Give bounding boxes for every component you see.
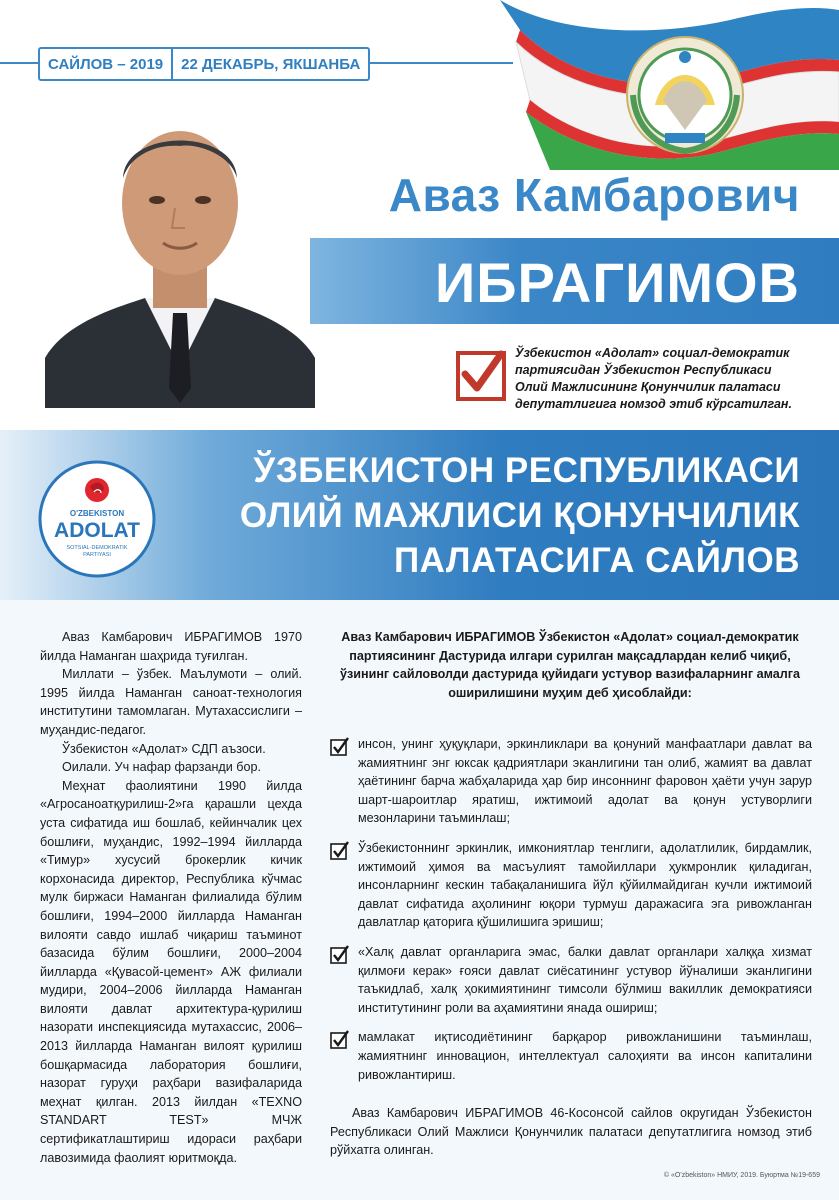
logo-sub2-text: PARTIYASI <box>83 552 111 558</box>
program-item <box>330 1028 812 1084</box>
election-date-box <box>38 47 370 81</box>
imprint: © «O'zbekiston» НМИУ, 2019. Буюртма №19-659 <box>663 1172 820 1179</box>
check-icon <box>330 737 350 757</box>
program-item-text: инсон, унинг ҳуқуқлари, эркинликлари ва қонуний манфаатлари давлат ва жамиятнинг энг юксак қадриятлари эканлигини тан олиб, жамият ва давлат ҳаётининг барча жабҳаларида ҳар бир инсоннинг фаровон ҳаёти учун зарур шарт-шароитлар яратиш, ижтимоий адолат ва қонун устуворлиги мезонларини таъминлаш; <box>358 737 812 826</box>
election-date: 22 ДЕКАБРЬ, ЯКШАНБА <box>181 55 361 73</box>
election-title-line1: ЎЗБЕКИСТОН РЕСПУБЛИКАСИ <box>253 451 800 490</box>
election-title-line2: ОЛИЙ МАЖЛИСИ ҚОНУНЧИЛИК <box>239 496 800 535</box>
candidate-portrait <box>45 108 315 408</box>
bio-paragraph: Миллати – ўзбек. Маълумоти – олий. 1995 йилда Наманган саноат-технология институтини тамомлаган. Мутахассислиги – муҳандис-педагог. <box>40 667 302 737</box>
party-logo <box>38 460 156 578</box>
program-list <box>330 735 812 1095</box>
checkbox-icon <box>455 350 507 402</box>
program-item <box>330 839 812 932</box>
program-item-text: «Халқ давлат органларига эмас, балки давлат органлари халққа хизмат қилмоғи керак» ғояси давлат сиёсатининг устувор йўналиши эканлигини таъкидлаб, халқ ҳокимиятининг тимсоли бўлмиш вакиллик демократияси институтининг роли ва аҳамиятини янада ошириш; <box>358 944 812 1015</box>
check-icon <box>330 945 350 965</box>
program-item-text: мамлакат иқтисодиётининг барқарор ривожланишини таъминлаш, жамиятнинг инновацион, интеллектуал салоҳияти ва инсон капиталини ривожлантириш. <box>358 1030 812 1082</box>
bio-paragraph: Аваз Камбарович ИБРАГИМОВ 1970 йилда Наманган шаҳрида туғилган. <box>40 630 302 663</box>
bio-paragraph: Ўзбекистон «Адолат» СДП аъзоси. <box>62 741 266 756</box>
program-item <box>330 943 812 1017</box>
election-title-line3: ПАЛАТАСИГА САЙЛОВ <box>394 541 800 580</box>
program-footer: Аваз Камбарович ИБРАГИМОВ 46-Косонсой сайлов округидан Ўзбекистон Республикаси Олий Мажлиси Қонунчилик палатаси депутатлигига номзод этиб рўйхатга олинган. <box>330 1106 812 1158</box>
logo-name-text: ADOLAT <box>54 519 140 542</box>
flag-emblem-graphic <box>490 0 839 170</box>
rose-icon <box>85 478 109 502</box>
biography-column <box>40 628 302 1167</box>
check-icon <box>330 841 350 861</box>
logo-sub1-text: SOTSIAL-DEMOKRATIK <box>66 545 128 551</box>
candidate-last-name: ИБРАГИМОВ <box>434 251 800 314</box>
bio-paragraph: Меҳнат фаолиятини 1990 йилда «Агросаноатқурилиш-2»га қарашли цехда уста сифатида иш бошлаб, кейинчалик цех бошлиғи, муҳандис, 1992–1994 йилларда «Тимур» хусусий брокерлик кичик корхонасида директор, Республика кўчмас мулк биржаси Наманган филиалида бўлим бошлиғи, 1994–2000 йилларда Наманган вилояти савдо ишлаб чиқариш таъминот базасида бўлим бошлиғи, 2000–2004 йилларда «Қувасой-цемент» АЖ филиали мудири, 2004–2006 йилларда Наманган вилояти давлат архитектура-қурилиш назорати инспекциясида мутахассис, 2006–2013 йилларда Наманган вилоят қурилиш бошқармасида лаборатория бошлиғи, назорат гуруҳи раҳбари вазифаларида меҳнат қилган. 2013 йилдан «TEXNO STANDART TEST» МЧЖ сертификатлаштириш идораси раҳбари лавозимида фаолият юритмоқда. <box>40 778 302 1165</box>
program-heading: Аваз Камбарович ИБРАГИМОВ Ўзбекистон «Адолат» социал-демократик партиясининг Дастурида илгари сурилган мақсадлардан келиб чиқиб, ўзининг сайловолди дастурида қуйидаги устувор вазифаларнинг амалга оширилишини муҳим деб ҳисоблайди: <box>339 630 801 700</box>
candidate-first-names: Аваз Камбарович <box>388 169 800 221</box>
program-item-text: Ўзбекистоннинг эркинлик, имкониятлар тенглиги, адолатлилик, бирдамлик, ижтимоий ҳимоя ва масъулият тамойиллари ҳукмронлик қиладиган, инсонларнинг кескин табақаланишига йўл қўйилмайдиган кучли ижтимоий давлат сифатида аҳолининг юқори турмуш даражасига эга ривожланган давлатлар қаторига қўшилишига эришиш; <box>358 840 812 930</box>
election-label: САЙЛОВ – 2019 <box>48 55 164 73</box>
nomination-text: Ўзбекистон «Адолат» социал-демократик партиясидан Ўзбекистон Республикаси Олий Мажлисининг Қонунчилик палатаси депутатлигига номзод этиб кўрсатилган. <box>515 346 792 411</box>
program-item <box>330 735 812 828</box>
election-title <box>170 448 800 583</box>
logo-top-text: O'ZBEKISTON <box>69 509 125 518</box>
bio-paragraph: Оилали. Уч нафар фарзанди бор. <box>62 760 262 775</box>
header-rule-left <box>0 62 38 64</box>
check-icon <box>330 1030 350 1050</box>
